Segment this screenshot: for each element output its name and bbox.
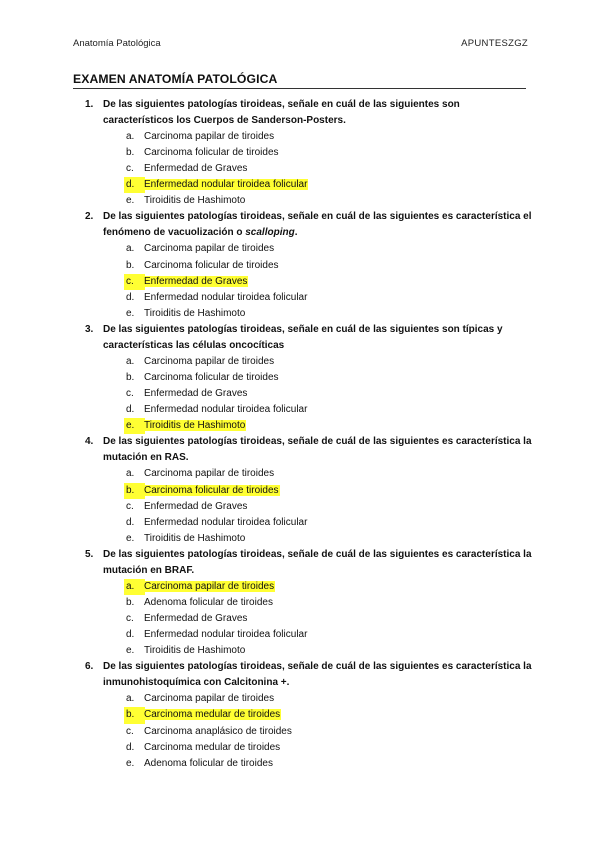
question-number: 3. [85, 323, 94, 335]
option-letter: d. [126, 516, 135, 528]
option-text: Tiroiditis de Hashimoto [144, 195, 246, 207]
question-number: 4. [85, 436, 94, 448]
option-letter: e. [126, 307, 135, 319]
question-stem-end: . [294, 227, 298, 239]
option-letter: d. [126, 741, 135, 753]
option-text: Carcinoma folicular de tiroides [144, 484, 279, 496]
option-letter: c. [126, 725, 134, 737]
option-letter: d. [126, 629, 135, 641]
option-text: Carcinoma papilar de tiroides [144, 468, 275, 480]
option-text: Carcinoma papilar de tiroides [144, 355, 275, 367]
option-letter: a. [126, 468, 135, 480]
question-text [73, 547, 533, 579]
option-letter: d. [126, 404, 135, 416]
option-text: Carcinoma papilar de tiroides [144, 693, 275, 705]
option-letter: a. [126, 580, 135, 592]
question-list [73, 97, 533, 772]
option-letter: b. [126, 709, 135, 721]
answer-option[interactable] [73, 515, 533, 531]
answer-option[interactable] [73, 483, 533, 499]
question-5 [73, 547, 533, 659]
answer-option[interactable] [73, 611, 533, 627]
question-number: 2. [85, 211, 94, 223]
option-text: Carcinoma papilar de tiroides [144, 580, 275, 592]
option-text: Enfermedad nodular tiroidea folicular [144, 629, 308, 641]
answer-option[interactable] [73, 740, 533, 756]
page-header-left: Anatomía Patológica [73, 38, 161, 49]
answer-option[interactable] [73, 499, 533, 515]
question-number: 1. [85, 99, 94, 110]
option-text: Enfermedad de Graves [144, 275, 248, 287]
option-text: Enfermedad de Graves [144, 613, 248, 625]
answer-option[interactable] [73, 418, 533, 434]
option-letter: c. [126, 500, 134, 512]
option-text: Adenoma folicular de tiroides [144, 757, 273, 769]
option-letter: b. [126, 259, 135, 271]
answer-option[interactable] [73, 531, 533, 547]
answer-option[interactable] [73, 241, 533, 257]
answer-option[interactable] [73, 145, 533, 161]
question-4 [73, 434, 533, 546]
answer-option[interactable] [73, 258, 533, 274]
answer-option[interactable] [73, 161, 533, 177]
option-text: Enfermedad nodular tiroidea folicular [144, 179, 308, 191]
option-letter: c. [126, 163, 134, 175]
option-text: Carcinoma folicular de tiroides [144, 372, 279, 384]
option-text: Carcinoma papilar de tiroides [144, 131, 275, 142]
option-letter: a. [126, 693, 135, 705]
option-text: Carcinoma folicular de tiroides [144, 259, 279, 271]
question-text [73, 659, 533, 691]
option-text: Enfermedad de Graves [144, 500, 248, 512]
answer-option[interactable] [73, 386, 533, 402]
answer-option[interactable] [73, 595, 533, 611]
option-text: Enfermedad de Graves [144, 388, 248, 400]
option-letter: c. [126, 275, 134, 287]
answer-option[interactable] [73, 643, 533, 659]
answer-option[interactable] [73, 579, 533, 595]
question-number: 6. [85, 661, 94, 673]
answer-option[interactable] [73, 193, 533, 209]
option-letter: d. [126, 179, 135, 191]
option-letter: e. [126, 420, 135, 432]
question-text [73, 209, 533, 241]
question-stem: De las siguientes patologías tiroideas, señale en cuál de las siguientes son característicos los Cuerpos de Sanderson-Posters. [103, 99, 460, 126]
answer-option[interactable] [73, 691, 533, 707]
question-number: 5. [85, 548, 94, 560]
option-text: Enfermedad de Graves [144, 163, 248, 175]
option-letter: a. [126, 131, 135, 142]
answer-option[interactable] [73, 290, 533, 306]
option-text: Enfermedad nodular tiroidea folicular [144, 291, 308, 303]
option-text: Tiroiditis de Hashimoto [144, 307, 246, 319]
page-title: EXAMEN ANATOMÍA PATOLÓGICA [73, 72, 526, 89]
option-text: Tiroiditis de Hashimoto [144, 420, 246, 432]
answer-option[interactable] [73, 274, 533, 290]
option-letter: d. [126, 291, 135, 303]
option-letter: e. [126, 645, 135, 657]
option-letter: a. [126, 355, 135, 367]
answer-option[interactable] [73, 306, 533, 322]
option-text: Enfermedad nodular tiroidea folicular [144, 404, 308, 416]
option-letter: b. [126, 596, 135, 608]
option-letter: c. [126, 613, 134, 625]
answer-option[interactable] [73, 370, 533, 386]
option-text: Carcinoma medular de tiroides [144, 741, 281, 753]
option-text: Carcinoma folicular de tiroides [144, 147, 279, 159]
option-text: Tiroiditis de Hashimoto [144, 645, 246, 657]
question-6 [73, 659, 533, 771]
option-letter: c. [126, 388, 134, 400]
answer-option[interactable] [73, 177, 533, 193]
question-stem: De las siguientes patologías tiroideas, señale de cuál de las siguientes es característica la mutación en RAS. [103, 436, 532, 464]
answer-option[interactable] [73, 402, 533, 418]
option-letter: b. [126, 484, 135, 496]
question-stem-italic: scalloping [245, 227, 295, 239]
answer-option[interactable] [73, 724, 533, 740]
answer-option[interactable] [73, 707, 533, 723]
question-2 [73, 209, 533, 321]
option-text: Adenoma folicular de tiroides [144, 596, 273, 608]
option-text: Carcinoma anaplásico de tiroides [144, 725, 292, 737]
question-text [73, 322, 533, 354]
option-text: Carcinoma medular de tiroides [144, 709, 281, 721]
answer-option[interactable] [73, 756, 533, 772]
option-text: Enfermedad nodular tiroidea folicular [144, 516, 308, 528]
question-1 [73, 97, 533, 209]
answer-option[interactable] [73, 129, 533, 145]
question-stem: De las siguientes patologías tiroideas, señale en cuál de las siguientes es característica el fenómeno de vacuolización o [103, 211, 532, 239]
question-text [73, 434, 533, 466]
option-letter: a. [126, 243, 135, 255]
option-text: Tiroiditis de Hashimoto [144, 532, 246, 544]
option-text: Carcinoma papilar de tiroides [144, 243, 275, 255]
option-letter: b. [126, 147, 135, 159]
question-stem: De las siguientes patologías tiroideas, señale de cuál de las siguientes es característica la inmunohistoquímica con Calcitonina +. [103, 661, 532, 689]
option-letter: e. [126, 195, 135, 207]
page-header-right: APUNTESZGZ [461, 38, 528, 49]
answer-option[interactable] [73, 466, 533, 482]
option-letter: b. [126, 372, 135, 384]
question-stem: De las siguientes patologías tiroideas, señale en cuál de las siguientes son típicas y características las células oncocíticas [103, 323, 503, 351]
option-letter: e. [126, 757, 135, 769]
answer-option[interactable] [73, 627, 533, 643]
question-3 [73, 322, 533, 434]
question-text [73, 97, 533, 129]
option-letter: e. [126, 532, 135, 544]
question-stem: De las siguientes patologías tiroideas, señale de cuál de las siguientes es característica la mutación en BRAF. [103, 548, 532, 576]
answer-option[interactable] [73, 354, 533, 370]
